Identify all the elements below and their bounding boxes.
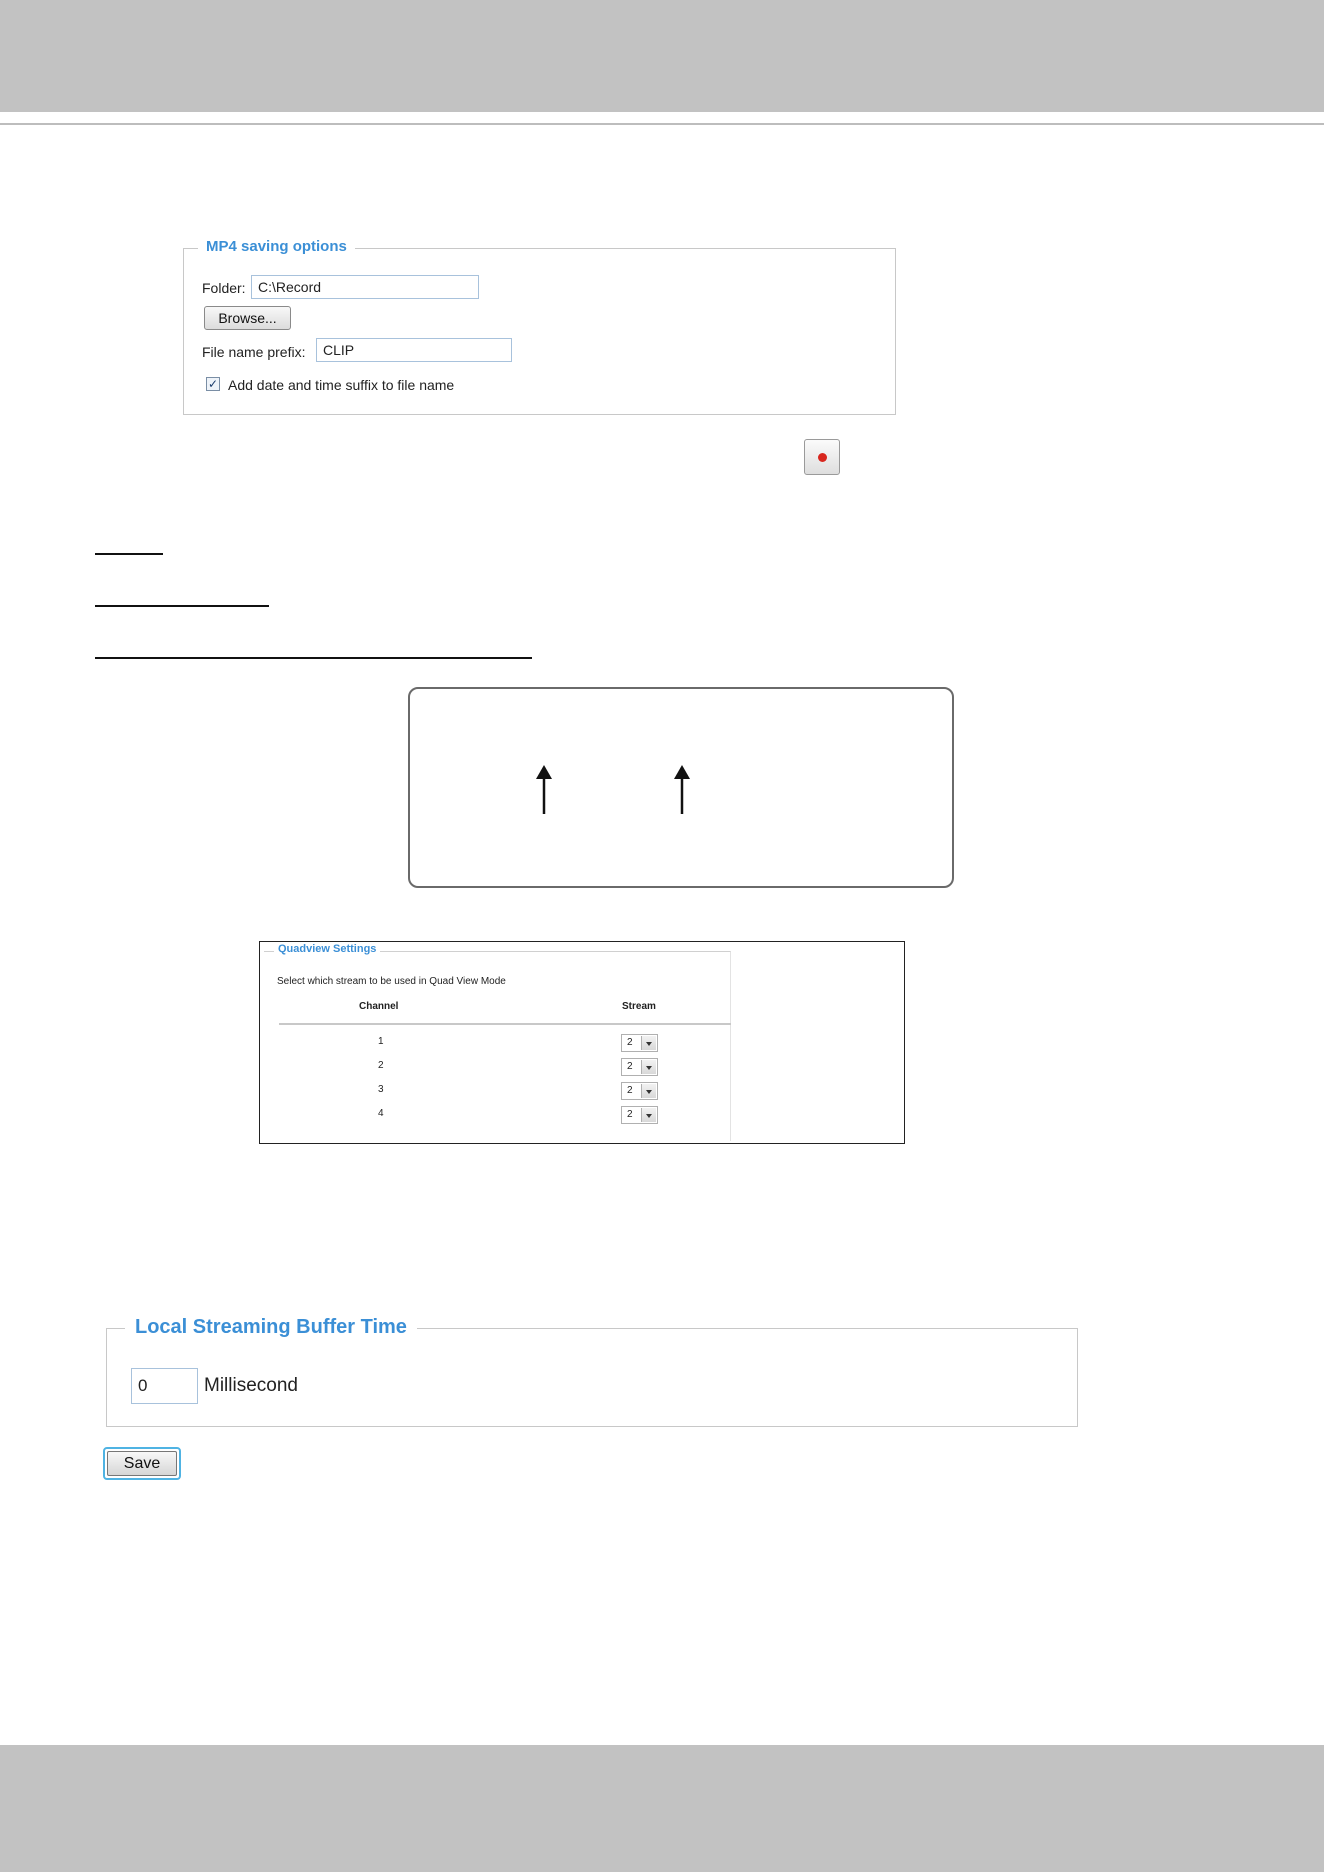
chevron-down-icon[interactable]	[641, 1108, 656, 1122]
date-suffix-checkbox[interactable]: ✓	[207, 377, 219, 391]
header-divider	[0, 123, 1324, 125]
stream-select-value: 2	[627, 1109, 633, 1120]
save-button[interactable]	[103, 1447, 181, 1480]
stream-select-4[interactable]	[621, 1106, 658, 1124]
stream-select-value: 2	[627, 1061, 633, 1072]
stream-select-2[interactable]	[621, 1058, 658, 1076]
folder-input[interactable]	[251, 275, 479, 299]
stream-select-1[interactable]	[621, 1034, 658, 1052]
stream-select-value: 2	[627, 1037, 633, 1048]
underline-rule-1	[95, 553, 163, 555]
record-icon	[818, 453, 827, 462]
buffer-unit-label: Millisecond	[204, 1375, 298, 1396]
file-prefix-input[interactable]	[316, 338, 512, 362]
page-footer-band	[0, 1745, 1324, 1872]
underline-rule-3	[95, 657, 532, 659]
stream-select-3[interactable]	[621, 1082, 658, 1100]
folder-label: Folder:	[202, 280, 246, 296]
quadview-header-divider	[279, 1023, 731, 1025]
underline-rule-2	[95, 605, 269, 607]
stream-column-header: Stream	[622, 1001, 656, 1012]
mp4-options-legend: MP4 saving options	[198, 238, 355, 255]
save-button-label: Save	[107, 1451, 177, 1476]
arrow-up-icon	[532, 765, 556, 815]
quadview-legend: Quadview Settings	[274, 943, 380, 955]
chevron-down-icon[interactable]	[641, 1036, 656, 1050]
channel-cell: 3	[378, 1084, 384, 1095]
channel-column-header: Channel	[359, 1001, 399, 1012]
arrow-up-icon	[670, 765, 694, 815]
date-suffix-label: Add date and time suffix to file name	[228, 377, 455, 393]
channel-cell: 2	[378, 1060, 384, 1071]
stream-select-value: 2	[627, 1085, 633, 1096]
browse-button[interactable]: Browse...	[204, 306, 291, 330]
record-button[interactable]	[804, 439, 840, 475]
channel-cell: 1	[378, 1036, 384, 1047]
quadview-description: Select which stream to be used in Quad View Mode	[277, 976, 506, 987]
file-prefix-label: File name prefix:	[202, 344, 306, 360]
buffer-time-input[interactable]	[131, 1368, 198, 1404]
chevron-down-icon[interactable]	[641, 1084, 656, 1098]
buffer-time-legend: Local Streaming Buffer Time	[125, 1316, 417, 1339]
page-header-band	[0, 0, 1324, 112]
channel-cell: 4	[378, 1108, 384, 1119]
chevron-down-icon[interactable]	[641, 1060, 656, 1074]
